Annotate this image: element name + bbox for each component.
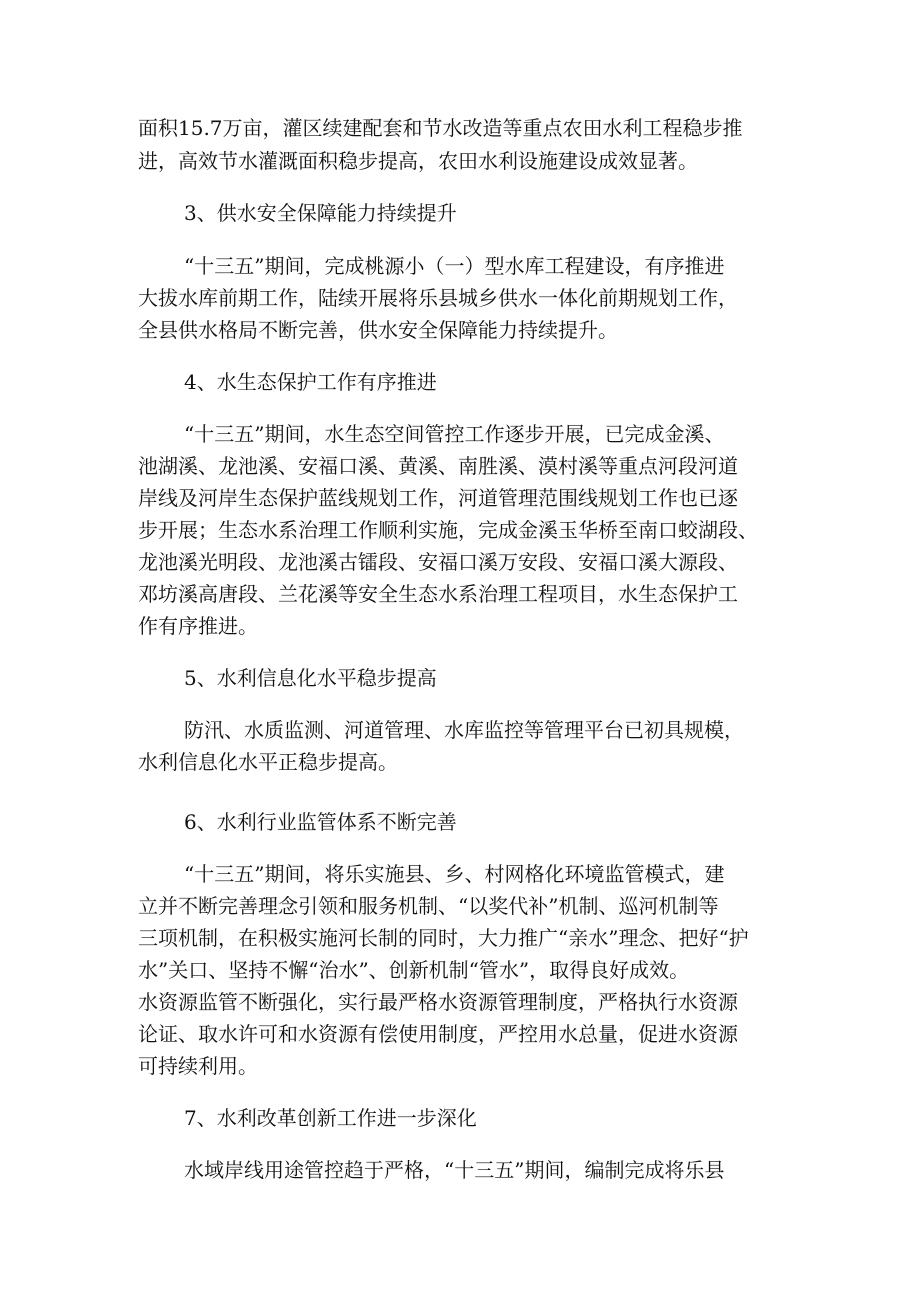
paragraph-line: “十三五”期间，完成桃源小（一）型水库工程建设，有序推进 [184, 254, 725, 278]
section-heading: 3、供水安全保障能力持续提升 [184, 201, 457, 225]
paragraph-line: 水利信息化水平正稳步提高。 [138, 750, 398, 774]
paragraph-line: 岸线及河岸生态保护蓝线规划工作，河道管理范围线规划工作也已逐 [138, 486, 738, 510]
paragraph-line: 论证、取水许可和水资源有偿使用制度，严控用水总量，促进水资源 [138, 1022, 738, 1046]
section-heading: 4、水生态保护工作有序推进 [184, 370, 437, 394]
paragraph-line: 面积15.7万亩，灌区续建配套和节水改造等重点农田水利工程稳步推 [138, 116, 743, 140]
paragraph-line: 三项机制，在积极实施河长制的同时，大力推广“亲水”理念、把好“护 [138, 926, 749, 950]
section-heading: 6、水利行业监管体系不断完善 [184, 810, 457, 834]
paragraph-line: “十三五”期间，将乐实施县、乡、村网格化环境监管模式，建 [184, 862, 725, 886]
paragraph-line: 立并不断完善理念引领和服务机制、“以奖代补”机制、巡河机制等 [138, 894, 719, 918]
paragraph-line: 进，高效节水灌溉面积稳步提高，农田水利设施建设成效显著。 [138, 149, 698, 173]
paragraph-line: 龙池溪光明段、龙池溪古镭段、安福口溪万安段、安福口溪大源段、 [138, 550, 738, 574]
paragraph-line: 全县供水格局不断完善，供水安全保障能力持续提升。 [138, 318, 618, 342]
section-heading: 5、水利信息化水平稳步提高 [184, 666, 437, 690]
paragraph-line: 可持续利用。 [138, 1054, 258, 1078]
paragraph-line: 防汛、水质监测、河道管理、水库监控等管理平台已初具规模， [184, 718, 744, 742]
paragraph-line: 作有序推进。 [138, 614, 258, 638]
paragraph-line: 步开展；生态水系治理工作顺利实施，完成金溪玉华桥至南口蛟湖段、 [138, 518, 758, 542]
paragraph-line: 水资源监管不断强化，实行最严格水资源管理制度，严格执行水资源 [138, 990, 738, 1014]
paragraph-line: 大拔水库前期工作，陆续开展将乐县城乡供水一体化前期规划工作， [138, 286, 738, 310]
paragraph-line: 池湖溪、龙池溪、安福口溪、黄溪、南胜溪、漠村溪等重点河段河道 [138, 454, 738, 478]
paragraph-line: “十三五”期间，水生态空间管控工作逐步开展，已完成金溪、 [184, 422, 725, 446]
section-heading: 7、水利改革创新工作进一步深化 [184, 1106, 477, 1130]
paragraph-line: 邓坊溪高唐段、兰花溪等安全生态水系治理工程项目，水生态保护工 [138, 582, 738, 606]
paragraph-line: 水域岸线用途管控趋于严格，“十三五”期间，编制完成将乐县 [184, 1158, 725, 1182]
paragraph-line: 水”关口、坚持不懈“治水”、创新机制“管水”，取得良好成效。 [138, 958, 690, 982]
